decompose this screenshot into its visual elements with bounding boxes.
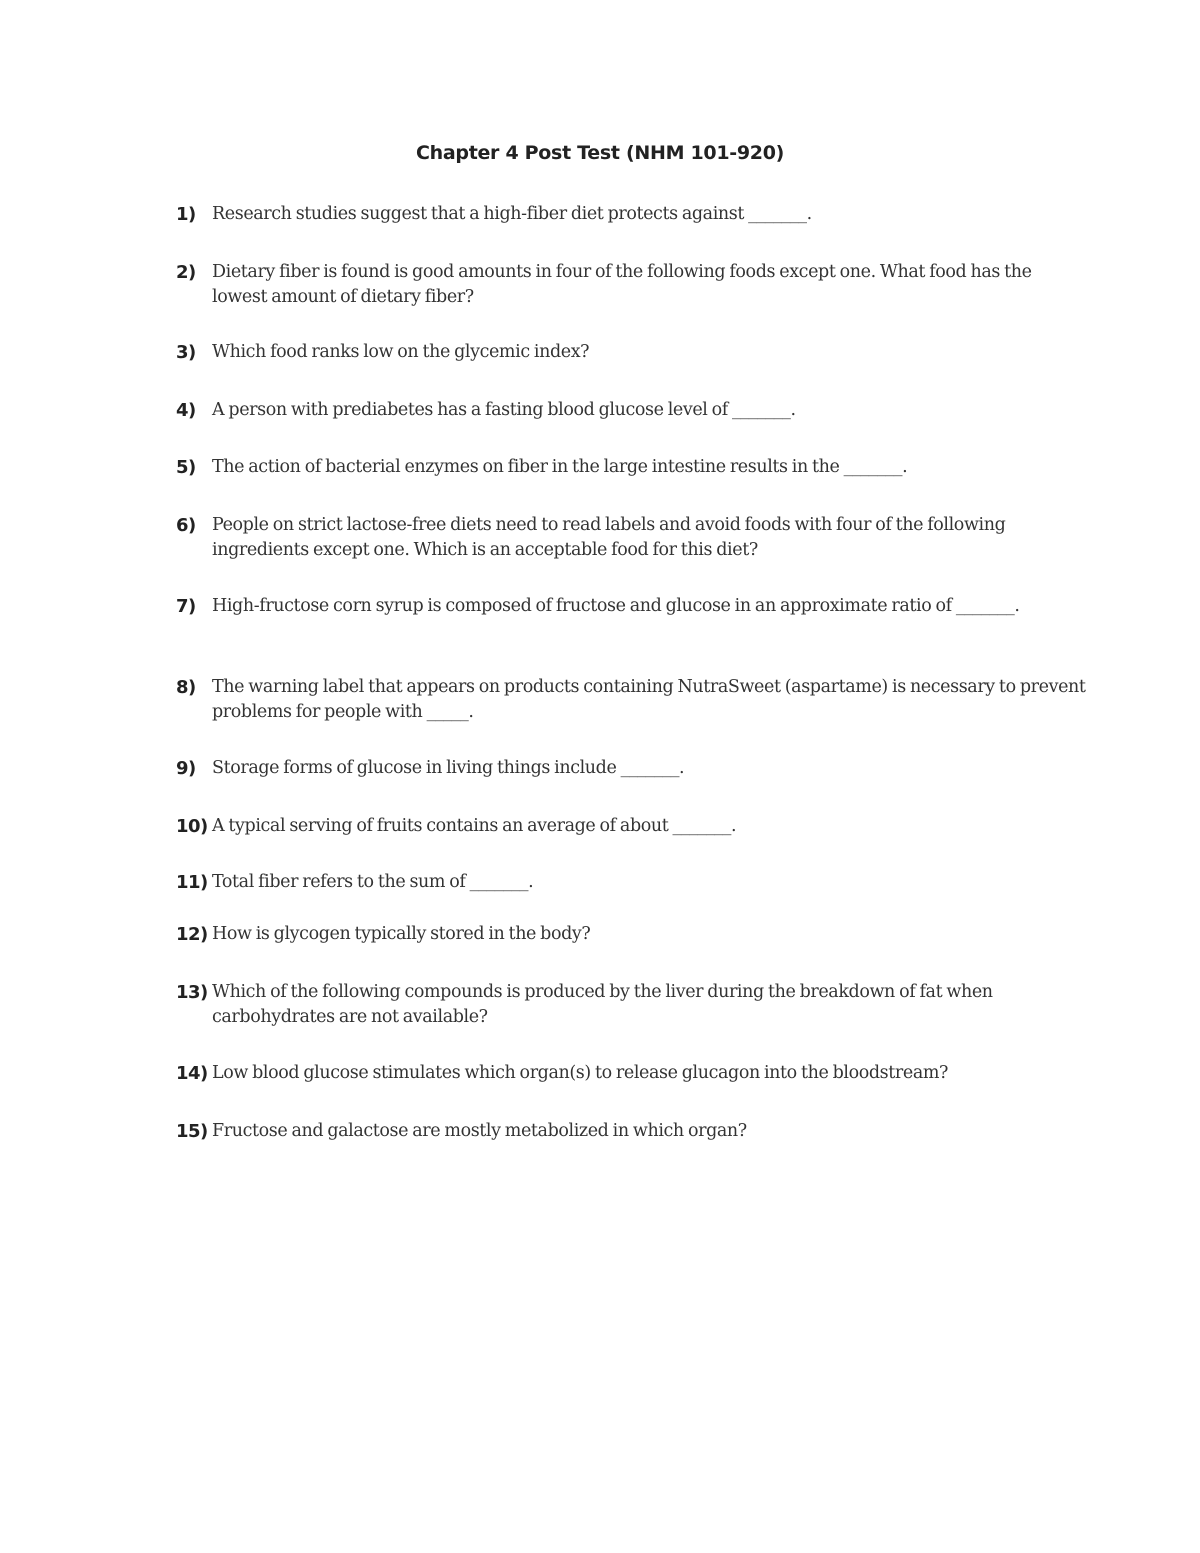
question-text: The action of bacterial enzymes on fiber in the large intestine results in the _______. (212, 457, 908, 477)
question-text: Low blood glucose stimulates which organ(s) to release glucagon into the bloodstream? (212, 1063, 949, 1083)
question-number: 6) (176, 515, 196, 536)
question-text: People on strict lactose-free diets need to read labels and avoid foods with four of the following ingredients except one. Which is an acceptable food for this diet? (212, 515, 1006, 560)
question-text: How is glycogen typically stored in the body? (212, 924, 591, 944)
question-number: 3) (176, 342, 196, 363)
question-number: 10) (176, 816, 208, 837)
question-text: High-fructose corn syrup is composed of fructose and glucose in an approximate ratio of _______. (212, 596, 1020, 616)
question-text: The warning label that appears on products containing NutraSweet (aspartame) is necessary to prevent problems for people with _____. (212, 677, 1086, 722)
question-text: Dietary fiber is found is good amounts in four of the following foods except one. What food has the lowest amount of dietary fiber? (212, 262, 1032, 307)
question-text: A typical serving of fruits contains an average of about _______. (212, 816, 737, 836)
question-number: 13) (176, 982, 208, 1003)
question-number: 8) (176, 677, 196, 698)
question-number: 4) (176, 400, 196, 421)
question-number: 2) (176, 262, 196, 283)
question-number: 9) (176, 758, 196, 779)
question-number: 14) (176, 1063, 208, 1084)
question-text: Storage forms of glucose in living things include _______. (212, 758, 685, 778)
document-title: Chapter 4 Post Test (NHM 101-920) (416, 142, 784, 164)
question-text: A person with prediabetes has a fasting blood glucose level of _______. (212, 400, 796, 420)
question-number: 1) (176, 204, 196, 225)
question-text: Total fiber refers to the sum of _______. (212, 872, 534, 892)
question-text: Research studies suggest that a high-fiber diet protects against _______. (212, 204, 812, 224)
question-number: 11) (176, 872, 208, 893)
question-number: 7) (176, 596, 196, 617)
question-text: Fructose and galactose are mostly metabolized in which organ? (212, 1121, 747, 1141)
question-text: Which food ranks low on the glycemic index? (212, 342, 590, 362)
question-text: Which of the following compounds is produced by the liver during the breakdown of fat when carbohydrates are not available? (212, 982, 993, 1027)
question-number: 15) (176, 1121, 208, 1142)
question-number: 5) (176, 457, 196, 478)
question-number: 12) (176, 924, 208, 945)
